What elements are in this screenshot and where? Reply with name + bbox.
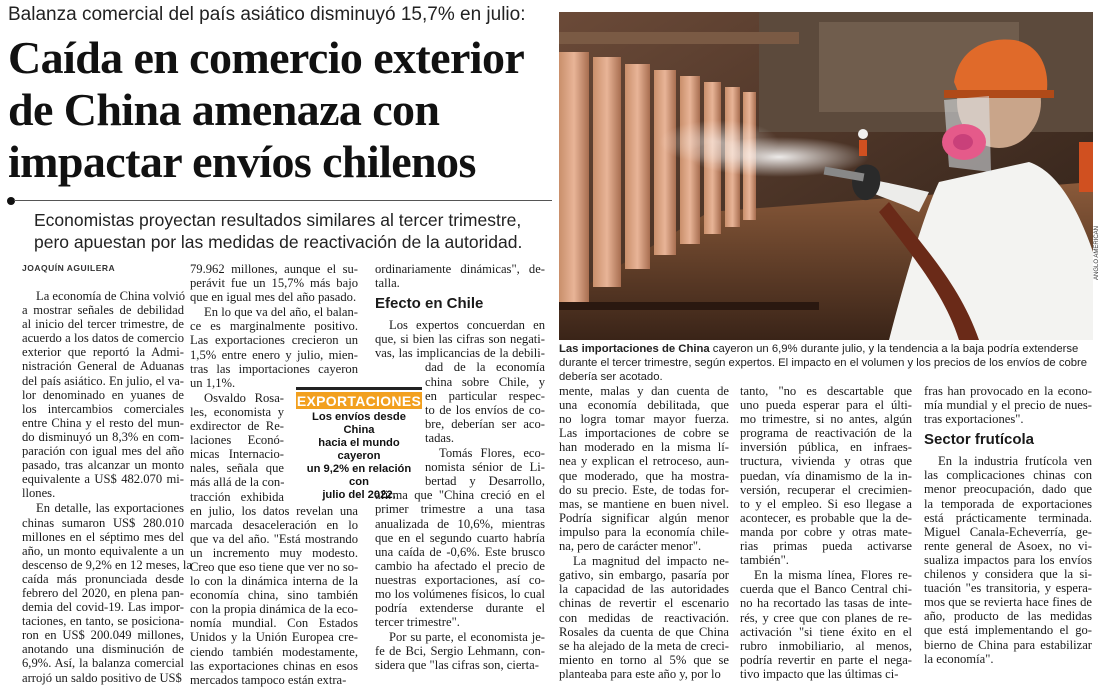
text-line: china sobre Chile, y [425,374,545,389]
box-line: Los envíos desde China [312,411,406,436]
text-line: talla. [375,276,400,291]
text-line: les, economista y [190,404,284,419]
text-line: más allá de la con- [190,475,285,490]
text-line: que va del año. "Está mostrando [190,531,358,546]
headline [8,32,553,188]
paragraph [559,554,729,681]
text-line: En la industria frutícola ven [938,454,1092,469]
text-line: micas Internacio- [190,447,284,462]
text-line: acontecer, es probable que la de- [740,510,912,525]
text-line: inversión pública, en infraes- [740,440,912,455]
text-line: Los expertos concuerdan en [389,318,545,333]
text-line: anotando una disminución de [22,642,184,657]
text-line: primer trimestre a una tasa [375,502,545,517]
text-line: vas, las implicancias de la debili- [375,346,545,361]
text-line: do su precio. Este, de todas for- [559,482,729,497]
text-line: bre, deberían ser aco- [425,416,545,431]
text-line: en particular respec- [425,388,545,403]
text-line: lor denominado en yuanes de [22,387,184,402]
text-line: un 1,1%. [190,375,236,390]
text-line: fe de Bci, Sergio Lehmann, con- [375,644,545,659]
text-line: tanto, "no es descartable que [740,384,912,398]
text-line: laciones Econó- [190,433,284,448]
text-line: con la propia dinámica de la eco- [190,602,358,617]
text-line: anualizada de 10,6%, mientras [375,516,545,531]
text-line: nistración General de Aduanas [22,359,184,374]
text-line: Creo que eso tiene que ver no so- [190,559,359,574]
text-line: que, si bien las cifras son negati- [375,332,545,347]
deck [34,209,554,253]
paragraph [740,568,912,681]
text-line: afirma que "China creció en el [375,488,545,503]
text-line: mo los volúmenes físicos, lo cual [375,586,545,601]
text-line: En lo que va del año, el balan- [204,305,358,320]
text-line: La economía de China volvió [36,289,185,303]
byline: JOAQUÍN AGUILERA [22,263,116,273]
text-line: una caída de -0,6%. Este brusco [375,544,545,559]
text-line: a mostrar señales de debilidad [22,303,184,318]
subhead-efecto: Efecto en Chile [375,295,484,313]
text-line: año, producto de las medidas [924,609,1092,624]
text-line: mente, malas y dan cuenta de [559,384,729,398]
text-line: exterior que reportó la Admi- [22,345,184,360]
text-line: Osvaldo Rosa- [204,390,284,405]
text-line: han moderado en la misma lí- [559,440,729,455]
text-line: Podría significar algún menor [559,510,729,525]
exports-box [296,387,422,501]
text-line: la economía". [924,651,994,666]
text-line: marcada desaceleración en lo [190,517,358,532]
text-line: llones. [22,486,56,501]
text-line: febrero del 2020, en plena pan- [22,585,184,600]
column-5 [740,384,912,682]
text-line: taciones, en tanto, se posiciona- [22,614,184,629]
text-line: Las importaciones de cobre se [559,426,729,441]
box-title: EXPORTACIONES [296,393,422,409]
photo-credit: ANGLO AMERICAN [1094,225,1100,280]
text-line: tracción exhibida [190,489,284,504]
box-line: un 9,2% en relación con [306,463,412,488]
column-4 [559,384,729,682]
text-line: En detalle, las exportaciones [36,501,184,516]
text-line: mos que se revierta hace fines de [924,595,1092,610]
text-line: Rosales da cuenta de que China [559,624,729,639]
text-line: 1,5% entre enero y julio, mien- [190,347,358,362]
text-line: sualiza impactos para los envíos [924,552,1092,567]
text-line: Las exportaciones crecieron un [190,333,358,348]
text-line: Miguel Canala-Echeverría, ge- [924,524,1092,539]
text-line: fras han provocado en la econo- [924,384,1092,398]
text-line: tras las importaciones cayeron [190,361,358,376]
text-line: rias primas pueda activarse [740,539,912,554]
caption-lead: Las importaciones de China [559,343,710,355]
text-line: tivo impacto que las últimas ci- [740,666,899,681]
text-line: ordinariamente dinámicas", de- [375,262,545,276]
headline-line: de China amenaza con [8,84,440,135]
text-line: demia del covid-19. Las impor- [22,600,184,615]
article-photo [559,12,1093,340]
text-line: tuación "es transitoria, y espera- [924,581,1092,596]
text-line: menor preocupación, dado que [924,482,1092,497]
text-line: tras exportaciones". [924,412,1024,427]
headline-line: Caída en comercio exterior [8,32,525,83]
text-line: las exportaciones chinas en esos [190,658,358,673]
text-line: Por su parte, el economista je- [389,630,545,645]
text-line: tructura, vivienda y otras que [740,454,912,469]
text-line: nomista sénior de Li- [425,460,545,475]
paragraph [22,501,192,685]
text-line: bertad y Desarrollo, [425,474,545,489]
divider [14,200,552,201]
column-1 [22,289,192,686]
text-line: que está implementando el go- [924,623,1092,638]
paragraph [740,384,912,567]
box-text [296,411,422,502]
text-line: chilenos y considera que la si- [924,567,1092,582]
text-line: versión, recuperar el crecimien- [740,482,912,497]
text-line: rés, y cree que con planes de re- [740,610,912,625]
text-line: mo trimestre, si no antes, algún [740,412,912,427]
text-line: un incremento muy modesto. [190,545,358,560]
text-line: entre China y el resto del mun- [22,415,184,430]
text-line: to y el empleo. Si eso llegase a [740,496,912,511]
article-kicker: Balanza comercial del país asiático disminuyó 15,7% en julio: [8,4,526,25]
text-line: al inicio del tercer trimestre, de [22,317,184,332]
text-line: economía china, sino también [190,588,358,603]
text-line: los intercambios comerciales [22,401,184,416]
paragraph [375,262,545,290]
text-line: se ha alejado de la meta de creci- [559,638,729,653]
text-line: no logra tomar mayor fuerza. [559,412,729,427]
text-line: rente general de Asoex, no vi- [924,538,1092,553]
text-line: na, pero de carácter menor". [559,539,702,554]
paragraph [190,262,358,304]
text-line: ciendo también modestamente, [190,644,358,659]
text-line: que en el segundo cuarto habría [375,530,545,545]
paragraph [924,454,1092,665]
text-line: uno pueda esperar para el últi- [740,398,912,413]
text-line: puedan, vía dinamismo de la in- [740,468,912,483]
text-line: millones en el séptimo mes del [22,529,184,544]
text-line: en julio, los datos revelan una [190,503,358,518]
text-line: exdirector de Re- [190,419,284,434]
text-line: sidera que "las cifras son, cierta- [375,658,539,673]
text-line: gativo, sin embargo, pasaría por [559,568,729,583]
deck-line: pero apuestan por las medidas de reactivación de la autoridad. [34,232,523,252]
text-line: la temporada de exportaciones [924,496,1092,511]
photo-caption [559,342,1093,384]
text-line: año, un monto equivalente a un [22,543,184,558]
text-line: arrojó un saldo positivo de US$ [22,670,182,685]
text-line: la capacidad de las autoridades [559,582,729,597]
text-line: nea y explican el retroceso, aun- [559,454,729,469]
paragraph [559,384,729,553]
copper-refinery-photo [559,12,1093,340]
text-line: no ha recortado las tasas de inte- [740,596,912,611]
text-line: cambio ha afectado el precio de [375,558,545,573]
text-line: programa de reactivación de la [740,426,912,441]
text-line: bierno de China para estabilizar [924,637,1092,652]
text-line: 79.962 millones, aunque el su- [190,262,358,276]
text-line: activación "si tiene éxito en el [740,624,912,639]
box-line: julio del 2022. [322,489,396,501]
text-line: lo con la dinámica interna de la [190,574,358,589]
text-line: impulso para la economía chile- [559,524,729,539]
text-line: chinas sumaron US$ 280.010 [22,515,184,530]
text-line: 6,9%. Así, la balanza comercial [22,656,184,671]
text-line: paración con igual mes del año [22,444,184,459]
text-line: nales, señala que [190,461,284,476]
text-line: rubro inmobiliario, al menos, [740,638,912,653]
text-line: nuestras exportaciones, así co- [375,572,545,587]
text-line: nomía mundial. Con Estados [190,616,358,631]
text-line: una economía debilitada, que [559,398,729,413]
text-line: descenso de 9,2% en 12 meses, la [22,557,192,572]
text-line: dad de la economía [425,360,545,375]
text-line: do disminuyó un 8,3% en com- [22,429,184,444]
caption-text: cayeron un 6,9% durante julio, y la tendencia a la baja podría extenderse durante el tercer trimestre, según expertos. El impacto en el volumen y los precios de los envíos de cobre debería ser acotado. [559,343,1088,383]
text-line: que en igual mes del año pasado. [190,290,357,305]
paragraph [190,305,358,390]
text-line: mas, se mantiene en buen nivel. [559,496,729,511]
text-line: miento en torno al 5% que se [559,652,729,667]
deck-line: Economistas proyectan resultados similares al tercer trimestre, [34,210,522,230]
text-line: Tomás Flores, eco- [439,446,545,461]
bullet-dot-icon [7,197,15,205]
text-line: ce es marginalmente positivo. [190,319,358,334]
text-line: también". [740,553,789,568]
text-line: pasado, tras alcanzar un monto [22,458,184,473]
text-line: mercados tampoco están extra- [190,672,347,687]
column-6 [924,384,1092,667]
text-line: tadas. [425,430,455,445]
text-line: planteaba para este año y, por lo [559,666,721,681]
text-line: está prácticamente terminada. [924,510,1092,525]
text-line: cuerda que el Banco Central chi- [740,582,912,597]
text-line: acuerdo a los datos de comercio [22,331,184,346]
text-line: manda por cobre y otras mate- [740,524,912,539]
subhead-sector: Sector frutícola [924,431,1035,449]
text-line: La magnitud del impacto ne- [573,554,729,569]
paragraph [924,384,1092,426]
text-line: las complicaciones chinas con [924,468,1092,483]
text-line: tercer trimestre". [375,615,460,630]
text-line: equivalente a US$ 482.070 mi- [22,472,184,487]
box-line: hacia el mundo cayeron [318,437,400,462]
text-line: con medidas de reactivación. [559,610,729,625]
text-line: que moderado, que ha mostra- [559,468,729,483]
text-line: perávit fue un 15,7% más bajo [190,276,358,291]
text-line: chinas de revertir el escenario [559,596,729,611]
text-line: podría revertir en parte el nega- [740,652,912,667]
text-line: del país asiático. En julio, el va- [22,373,184,388]
text-line: podría extenderse durante el [375,601,545,616]
paragraph [22,289,184,500]
text-line: En la misma línea, Flores re- [754,568,912,583]
text-line: caída más pronunciada desde [22,571,184,586]
text-line: Unidos y la Unión Europea cre- [190,630,358,645]
headline-line: impactar envíos chilenos [8,136,476,187]
text-line: to de los envíos de co- [425,402,545,417]
text-line: mía mundial y el precio de nues- [924,398,1092,413]
paragraph [375,630,545,672]
text-line: ron en US$ 200.049 millones, [22,628,184,643]
